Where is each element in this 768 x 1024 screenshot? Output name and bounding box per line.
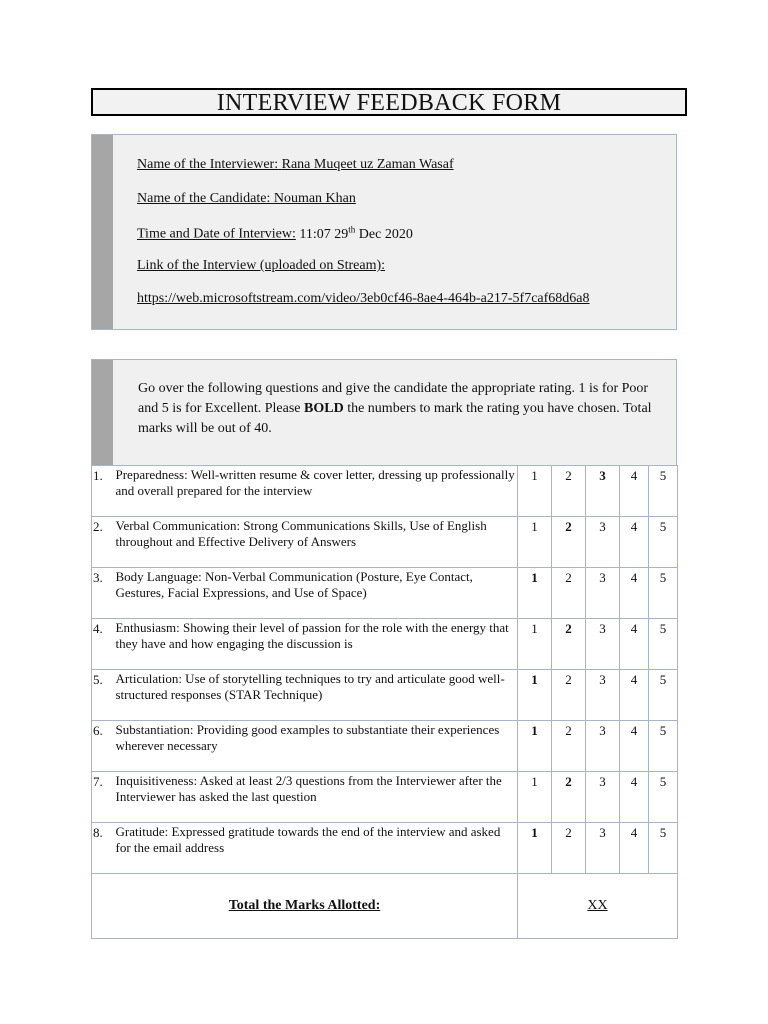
question-text: Inquisitiveness: Asked at least 2/3 questions from the Interviewer after the Interviewer has asked the last question bbox=[114, 772, 518, 823]
question-row bbox=[92, 619, 678, 670]
rating-option-5[interactable]: 5 bbox=[649, 517, 678, 568]
total-value[interactable]: XX bbox=[587, 898, 608, 913]
rating-option-1[interactable]: 1 bbox=[518, 721, 552, 772]
rating-option-4[interactable]: 4 bbox=[620, 721, 649, 772]
rating-option-2[interactable]: 2 bbox=[552, 772, 586, 823]
interview-link[interactable] bbox=[137, 291, 590, 307]
rating-table bbox=[91, 465, 678, 939]
candidate-line bbox=[137, 191, 356, 207]
link-label-line bbox=[137, 258, 385, 274]
question-number: 6. bbox=[92, 721, 114, 772]
link-label: Link of the Interview (uploaded on Stream): bbox=[137, 258, 386, 273]
total-row bbox=[92, 874, 678, 939]
total-label: Total the Marks Allotted: bbox=[228, 898, 381, 913]
rating-option-1[interactable]: 1 bbox=[518, 772, 552, 823]
question-row bbox=[92, 568, 678, 619]
question-number: 7. bbox=[92, 772, 114, 823]
time-value: 11:07 29th Dec 2020 bbox=[299, 224, 413, 242]
question-number: 2. bbox=[92, 517, 114, 568]
question-row bbox=[92, 721, 678, 772]
question-text: Articulation: Use of storytelling techniques to try and articulate good well-structured responses (STAR Technique) bbox=[114, 670, 518, 721]
accent-bar bbox=[92, 360, 113, 465]
question-number: 3. bbox=[92, 568, 114, 619]
interview-details-box bbox=[91, 134, 677, 330]
time-label: Time and Date of Interview: bbox=[137, 226, 296, 242]
question-text: Gratitude: Expressed gratitude towards the end of the interview and asked for the email address bbox=[114, 823, 518, 874]
rating-option-3[interactable]: 3 bbox=[586, 568, 620, 619]
interviewer-name: Rana Muqeet uz Zaman Wasaf bbox=[281, 157, 454, 172]
rating-option-3[interactable]: 3 bbox=[586, 619, 620, 670]
rating-option-4[interactable]: 4 bbox=[620, 619, 649, 670]
rating-option-5[interactable]: 5 bbox=[649, 466, 678, 517]
rating-option-4[interactable]: 4 bbox=[620, 517, 649, 568]
candidate-label: Name of the Candidate: bbox=[137, 191, 271, 206]
rating-option-5[interactable]: 5 bbox=[649, 721, 678, 772]
rating-option-2[interactable]: 2 bbox=[552, 619, 586, 670]
interviewer-line bbox=[137, 157, 454, 173]
rating-option-5[interactable]: 5 bbox=[649, 670, 678, 721]
rating-option-1[interactable]: 1 bbox=[518, 823, 552, 874]
question-row bbox=[92, 772, 678, 823]
rating-option-2[interactable]: 2 bbox=[552, 466, 586, 517]
rating-option-3[interactable]: 3 bbox=[586, 721, 620, 772]
question-row bbox=[92, 823, 678, 874]
rating-option-1[interactable]: 1 bbox=[518, 568, 552, 619]
question-row bbox=[92, 466, 678, 517]
rating-option-5[interactable]: 5 bbox=[649, 619, 678, 670]
rating-option-3[interactable]: 3 bbox=[586, 670, 620, 721]
question-number: 1. bbox=[92, 466, 114, 517]
instructions-box bbox=[91, 359, 677, 465]
rating-option-2[interactable]: 2 bbox=[552, 721, 586, 772]
question-row bbox=[92, 517, 678, 568]
candidate-name: Nouman Khan bbox=[273, 191, 356, 206]
rating-option-4[interactable]: 4 bbox=[620, 772, 649, 823]
rating-option-3[interactable]: 3 bbox=[586, 772, 620, 823]
rating-option-3[interactable]: 3 bbox=[586, 823, 620, 874]
rating-option-2[interactable]: 2 bbox=[552, 568, 586, 619]
rating-option-5[interactable]: 5 bbox=[649, 823, 678, 874]
rating-option-4[interactable]: 4 bbox=[620, 670, 649, 721]
rating-option-4[interactable]: 4 bbox=[620, 823, 649, 874]
accent-bar bbox=[92, 135, 113, 329]
rating-option-1[interactable]: 1 bbox=[518, 466, 552, 517]
question-text: Verbal Communication: Strong Communications Skills, Use of English throughout and Effective Delivery of Answers bbox=[114, 517, 518, 568]
rating-option-1[interactable]: 1 bbox=[518, 517, 552, 568]
rating-option-4[interactable]: 4 bbox=[620, 466, 649, 517]
rating-option-3[interactable]: 3 bbox=[586, 517, 620, 568]
rating-option-5[interactable]: 5 bbox=[649, 568, 678, 619]
question-text: Enthusiasm: Showing their level of passion for the role with the energy that they have and how engaging the discussion is bbox=[114, 619, 518, 670]
rating-option-1[interactable]: 1 bbox=[518, 619, 552, 670]
rating-option-4[interactable]: 4 bbox=[620, 568, 649, 619]
rating-option-1[interactable]: 1 bbox=[518, 670, 552, 721]
rating-option-3[interactable]: 3 bbox=[586, 466, 620, 517]
question-row bbox=[92, 670, 678, 721]
form-title: INTERVIEW FEEDBACK FORM bbox=[91, 88, 687, 116]
interview-link-url[interactable]: https://web.microsoftstream.com/video/3eb0cf46-8ae4-464b-a217-5f7caf68d6a8 bbox=[137, 291, 590, 306]
question-text: Body Language: Non-Verbal Communication (Posture, Eye Contact, Gestures, Facial Expressions, and Use of Space) bbox=[114, 568, 518, 619]
rating-option-2[interactable]: 2 bbox=[552, 670, 586, 721]
rating-option-2[interactable]: 2 bbox=[552, 517, 586, 568]
time-line bbox=[137, 224, 413, 243]
rating-option-2[interactable]: 2 bbox=[552, 823, 586, 874]
interviewer-label: Name of the Interviewer: bbox=[137, 157, 279, 172]
rating-option-5[interactable]: 5 bbox=[649, 772, 678, 823]
instructions-text: Go over the following questions and give the candidate the appropriate rating. 1 is for Poor and 5 is for Excellent. Please BOLD the numbers to mark the rating you have chosen. Total marks will be out of 40. bbox=[138, 381, 652, 436]
question-number: 4. bbox=[92, 619, 114, 670]
question-number: 5. bbox=[92, 670, 114, 721]
question-text: Preparedness: Well-written resume & cover letter, dressing up professionally and overall prepared for the interview bbox=[114, 466, 518, 517]
question-text: Substantiation: Providing good examples to substantiate their experiences wherever necessary bbox=[114, 721, 518, 772]
question-number: 8. bbox=[92, 823, 114, 874]
